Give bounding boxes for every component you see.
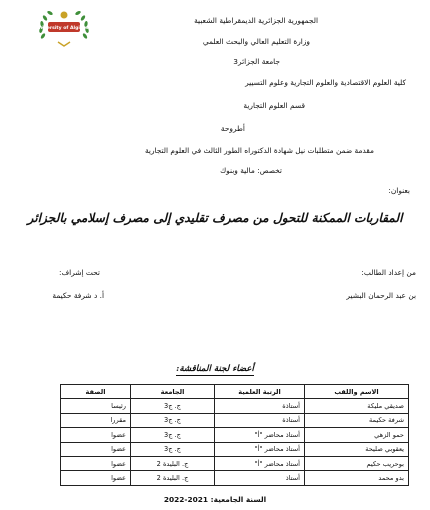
member-university: ج. ج3 <box>131 399 215 413</box>
supervisor-name: أ. د شرفة حكيمة <box>52 291 104 300</box>
member-role: عضوا <box>61 471 131 485</box>
table-row <box>61 413 409 427</box>
member-role: عضوا <box>61 442 131 456</box>
member-rank: أستاذ محاضر "أ" <box>215 428 305 442</box>
faculty-name: كلية العلوم الاقتصادية والعلوم التجارية وعلوم التسيير <box>245 78 406 87</box>
committee-header-row <box>61 385 409 399</box>
member-role: مقررا <box>61 413 131 427</box>
member-rank: أستاذ <box>215 471 305 485</box>
member-name: بوحريب حكيم <box>305 456 409 470</box>
member-university: ج. ج3 <box>131 413 215 427</box>
supervisor-label: تحت إشراف: <box>59 268 100 277</box>
document-kind: أطروحة <box>220 124 245 133</box>
member-name: حمو الزهي <box>305 428 409 442</box>
member-university: ج. البليدة 2 <box>131 471 215 485</box>
committee-title-text: أعضاء لجنة المناقشة: <box>176 364 254 374</box>
member-name: بدو محمد <box>305 471 409 485</box>
table-row <box>61 456 409 470</box>
thesis-subject: المقاربات الممكنة للتحول من مصرف تقليدي إلى مصرف إسلامي بالجزائر <box>27 211 403 225</box>
table-row <box>61 399 409 413</box>
table-row <box>61 471 409 485</box>
department-name: قسم العلوم التجارية <box>243 101 305 110</box>
member-rank: أستاذ محاضر "أ" <box>215 442 305 456</box>
logo-banner-text: University of Algiers 3 <box>35 26 93 31</box>
member-role: رئيسا <box>61 399 131 413</box>
academic-year: السنة الجامعية: 2021-2022 <box>163 495 267 504</box>
student-label: من إعداد الطالب: <box>361 268 416 277</box>
committee-title <box>0 364 430 374</box>
student-name: بن عبد الرحمان البشير <box>346 291 416 300</box>
table-row <box>61 442 409 456</box>
ministry-name: وزارة التعليم العالي والبحث العلمي <box>202 37 310 46</box>
member-university: ج. البليدة 2 <box>131 456 215 470</box>
member-rank: أستاذة <box>215 413 305 427</box>
title-label: بعنوان: <box>388 186 410 195</box>
member-university: ج. ج3 <box>131 442 215 456</box>
col-header-university: الجامعة <box>131 385 215 399</box>
country-name: الجمهورية الجزائرية الديمقراطية الشعبية <box>194 16 318 25</box>
member-university: ج. ج3 <box>131 428 215 442</box>
thesis-specialty: تخصص: مالية وبنوك <box>220 166 282 175</box>
member-name: يعقوبي صليحة <box>305 442 409 456</box>
university-name: جامعة الجزائر3 <box>233 57 280 66</box>
member-role: عضوا <box>61 428 131 442</box>
member-name: شرفة حكيمة <box>305 413 409 427</box>
col-header-rank: الرتبة العلمية <box>215 385 305 399</box>
col-header-role: الصفة <box>61 385 131 399</box>
member-rank: أستاذ محاضر "أ" <box>215 456 305 470</box>
member-rank: أستاذة <box>215 399 305 413</box>
table-row <box>61 428 409 442</box>
member-name: صديقي مليكة <box>305 399 409 413</box>
thesis-purpose: مقدمة ضمن متطلبات نيل شهادة الدكتوراه الطور الثالث في العلوم التجارية <box>144 146 374 155</box>
col-header-name: الاسم واللقب <box>305 385 409 399</box>
member-role: عضوا <box>61 456 131 470</box>
committee-table <box>60 384 409 486</box>
